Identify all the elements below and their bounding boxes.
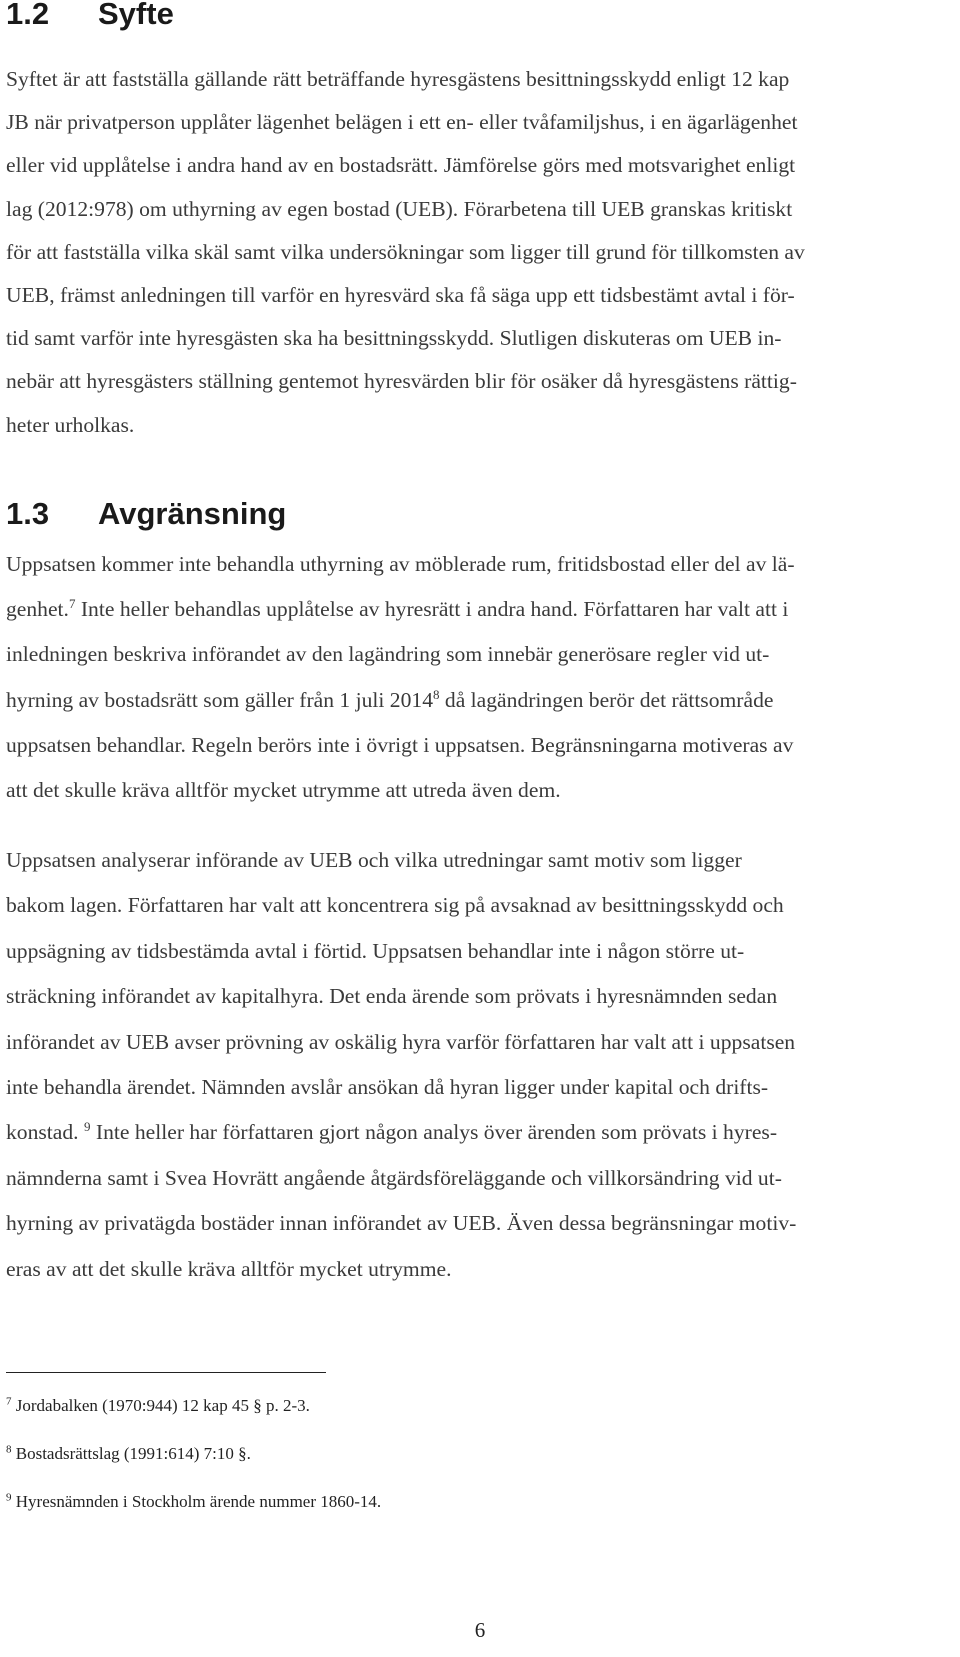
text-line: inledningen beskriva införandet av den lagändring som innebär generösare regler vid ut- — [6, 642, 770, 667]
footnote-9 — [6, 1492, 381, 1512]
paragraph-avgransning-2 — [6, 838, 956, 1292]
text-line: eras av att det skulle kräva alltför mycket utrymme. — [6, 1256, 452, 1281]
text-line: för att fastställa vilka skäl samt vilka undersökningar som ligger till grund för tillkomsten av — [6, 239, 805, 264]
section-number: 1.3 — [6, 496, 50, 531]
text-line: Uppsatsen analyserar införande av UEB och vilka utredningar samt motiv som ligger — [6, 848, 742, 872]
paragraph-avgransning-1 — [6, 542, 956, 813]
text-span: konstad. — [6, 1120, 84, 1145]
footnote-ref-7[interactable]: 7 — [68, 596, 76, 612]
text-line: bakom lagen. Författaren har valt att koncentrera sig på avsaknad av besittningsskydd och — [6, 893, 784, 918]
text-span: genhet. — [6, 597, 69, 622]
footnote-7 — [6, 1396, 310, 1416]
paragraph-syfte — [6, 58, 956, 447]
text-span: hyrning av bostadsrätt som gäller från 1 juli 2014 — [6, 687, 433, 712]
text-line: införandet av UEB avser prövning av oskälig hyra varför författaren har valt att i uppsatsen — [6, 1029, 796, 1054]
text-line: nebär att hyresgästers ställning gentemot hyresvärden blir för osäker då hyresgästens rättig- — [6, 369, 797, 394]
text-line: att det skulle kräva alltför mycket utrymme att utreda även dem. — [6, 778, 561, 803]
text-line: Uppsatsen kommer inte behandla uthyrning av möblerade rum, fritidsbostad eller del av lä- — [6, 552, 795, 576]
text-span: då lagändringen berör det rättsområde — [439, 687, 774, 712]
section-title: Syfte — [98, 0, 174, 31]
section-heading-avgransning — [6, 496, 286, 532]
text-line: uppsägning av tidsbestämda avtal i förtid. Uppsatsen behandlar inte i någon större ut- — [6, 938, 745, 963]
footnote-text: Bostadsrättslag (1991:614) 7:10 §. — [15, 1444, 251, 1463]
section-heading-syfte — [6, 0, 174, 32]
footnote-ref-8[interactable]: 8 — [433, 686, 440, 702]
text-line — [6, 587, 956, 632]
footnote-text: Jordabalken (1970:944) 12 kap 45 § p. 2-3. — [15, 1396, 310, 1415]
text-line: hyrning av privatägda bostäder innan införandet av UEB. Även dessa begränsningar motiv- — [6, 1211, 797, 1236]
text-line: heter urholkas. — [6, 412, 135, 437]
text-line: lag (2012:978) om uthyrning av egen bostad (UEB). Förarbetena till UEB granskas kritiskt — [6, 196, 793, 221]
text-line — [6, 678, 956, 723]
footnote-text: Hyresnämnden i Stockholm ärende nummer 1860-14. — [15, 1492, 382, 1511]
footnote-divider — [6, 1372, 326, 1373]
footnote-8 — [6, 1444, 251, 1464]
text-line: JB när privatperson upplåter lägenhet belägen i ett en- eller tvåfamiljshus, i en ägarlägenhet — [6, 110, 798, 135]
text-line: sträckning införandet av kapitalhyra. Det enda ärende som prövats i hyresnämnden sedan — [6, 984, 778, 1009]
text-line: tid samt varför inte hyresgästen ska ha besittningsskydd. Slutligen diskuteras om UEB in- — [6, 326, 782, 351]
text-line: uppsatsen behandlar. Regeln berörs inte i övrigt i uppsatsen. Begränsningarna motiveras av — [6, 732, 794, 757]
text-line: inte behandla ärendet. Nämnden avslår ansökan då hyran ligger under kapital och drifts- — [6, 1075, 769, 1100]
footnote-marker: 8 — [6, 1443, 12, 1456]
text-line: UEB, främst anledningen till varför en hyresvärd ska få säga upp ett tidsbestämt avtal i för- — [6, 283, 795, 308]
text-line: eller vid upplåtelse i andra hand av en bostadsrätt. Jämförelse görs med motsvarighet enligt — [6, 153, 796, 178]
page-number: 6 — [474, 1618, 486, 1642]
footnote-marker: 9 — [6, 1491, 12, 1504]
text-line: Syftet är att fastställa gällande rätt beträffande hyresgästens besittningsskydd enligt 12 kap — [6, 67, 790, 91]
text-line: nämnderna samt i Svea Hovrätt angående åtgärdsföreläggande och villkorsändring vid ut- — [6, 1165, 782, 1190]
footnote-ref-9[interactable]: 9 — [83, 1119, 91, 1135]
text-line — [6, 1110, 956, 1155]
section-number: 1.2 — [6, 0, 50, 31]
section-title: Avgränsning — [98, 496, 287, 531]
text-span: Inte heller har författaren gjort någon analys över ärenden som prövats i hyres- — [90, 1120, 778, 1145]
text-span: Inte heller behandlas upplåtelse av hyresrätt i andra hand. Författaren har valt att i — [75, 597, 789, 622]
footnote-marker: 7 — [6, 1395, 12, 1408]
